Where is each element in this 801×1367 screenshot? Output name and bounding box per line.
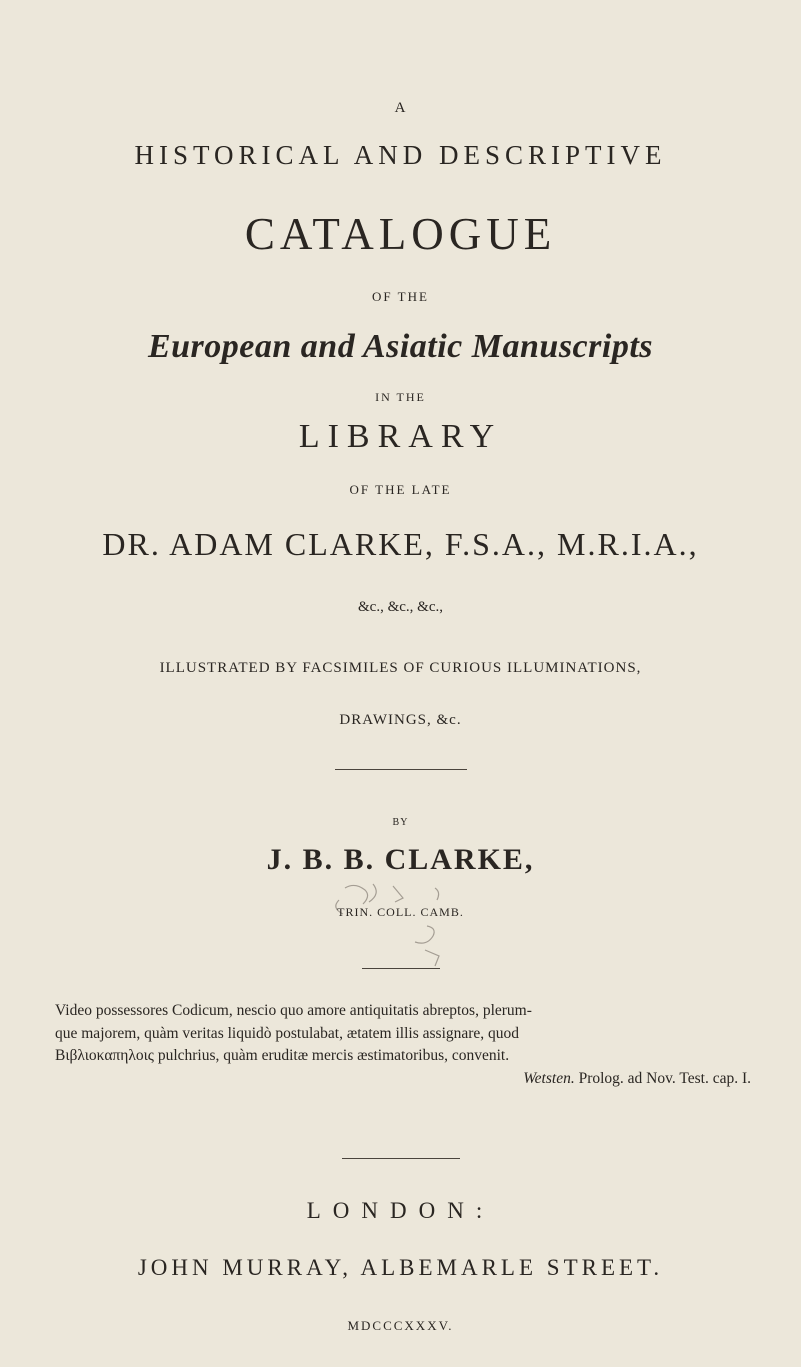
author-college: TRIN. COLL. CAMB.	[337, 905, 464, 919]
epigraph-line: Βιβλιοκαπηλοις pulchrius, quàm eruditæ mercis æstimatoribus, convenit.	[55, 1047, 510, 1064]
library-stamp-icon	[315, 880, 485, 970]
divider-rule	[342, 1158, 460, 1159]
title-drawings: DRAWINGS, &c.	[339, 712, 462, 728]
imprint-city: LONDON:	[306, 1198, 495, 1223]
title-line-historical: HISTORICAL AND DESCRIPTIVE	[134, 140, 667, 170]
epigraph-line: que majorem, quàm veritas liquidò postulabat, ætatem illis assignare, quod	[55, 1024, 520, 1042]
epigraph-line: Video possessores Codicum, nescio quo amore antiquitatis abreptos, plerum-	[55, 1002, 532, 1019]
epigraph	[55, 1000, 755, 1068]
title-article: A	[394, 100, 407, 116]
imprint-publisher: JOHN MURRAY, ALBEMARLE STREET.	[137, 1255, 664, 1280]
title-library: LIBRARY	[298, 418, 503, 455]
epigraph-source-author: Wetsten.	[523, 1070, 575, 1087]
title-of-the: OF THE	[372, 289, 429, 304]
title-line-catalogue: CATALOGUE	[244, 209, 557, 259]
title-illustrated: ILLUSTRATED BY FACSIMILES OF CURIOUS ILLUMINATIONS,	[159, 660, 642, 676]
title-etc: &c., &c., &c.,	[358, 599, 443, 615]
imprint-year: MDCCCXXXV.	[347, 1318, 454, 1333]
author-by: BY	[392, 817, 409, 828]
epigraph-source	[0, 1070, 751, 1088]
author-name: J. B. B. CLARKE,	[266, 843, 535, 876]
divider-rule	[335, 769, 467, 770]
title-in-the: IN THE	[375, 390, 426, 404]
divider-rule	[362, 968, 440, 969]
title-of-the-late: OF THE LATE	[349, 482, 452, 497]
epigraph-source-ref: Prolog. ad Nov. Test. cap. I.	[578, 1070, 751, 1087]
title-subject: European and Asiatic Manuscripts	[147, 328, 654, 365]
title-person: DR. ADAM CLARKE, F.S.A., M.R.I.A.,	[102, 526, 699, 562]
